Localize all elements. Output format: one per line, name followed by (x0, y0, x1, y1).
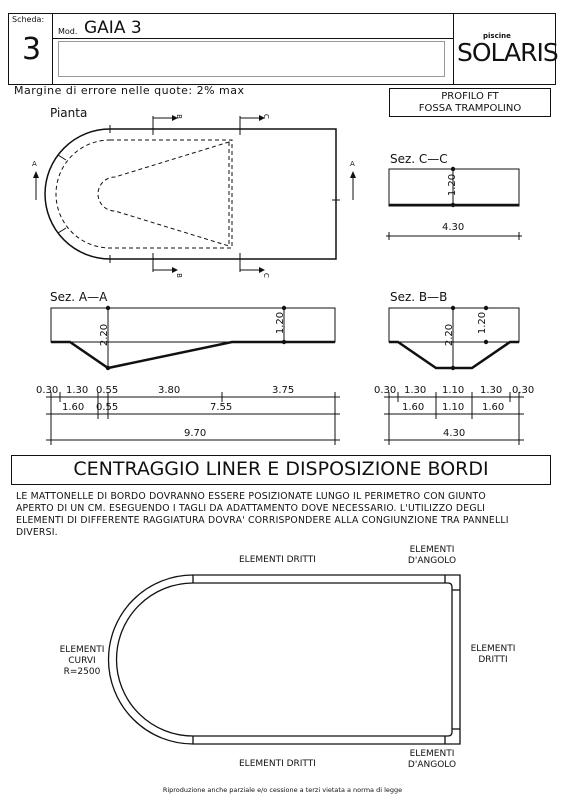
liner-title: CENTRAGGIO LINER E DISPOSIZIONE BORDI (73, 458, 489, 480)
label-straight-right: ELEMENTI DRITTI (470, 644, 516, 665)
plan-inner-step (56, 140, 232, 248)
marker-a-right: A (350, 160, 355, 168)
section-cc-depth: 1.20 (447, 173, 459, 197)
label-curved: ELEMENTI CURVI R=2500 (59, 645, 105, 677)
bb-dim-total: 4.30 (443, 428, 466, 439)
bb-dim-7: 1.10 (442, 402, 465, 413)
marker-a-left: A (32, 160, 37, 168)
aa-dim-1: 0.30 (36, 385, 59, 396)
liner-outer (109, 575, 461, 744)
plan-trampoline-pit (98, 142, 229, 246)
aa-dim-5: 3.75 (272, 385, 295, 396)
label-straight-bottom: ELEMENTI DRITTI (239, 759, 316, 769)
profile-line2: FOSSA TRAMPOLINO (418, 103, 522, 114)
paragraph-line: DIVERSI. (16, 527, 58, 538)
bb-dim-3: 1.10 (442, 385, 465, 396)
paragraph-line: ELEMENTI DI DIFFERENTE RAGGIATURA DOVRA' CORRISPONDERE ALLA CONGIUNZIONE TRA PANNELLI (16, 515, 509, 526)
section-cc-title: Sez. C—C (390, 152, 448, 166)
bb-dim-2: 1.30 (404, 385, 427, 396)
model-name: GAIA 3 (84, 18, 142, 38)
paragraph-line: LE MATTONELLE DI BORDO DOVRANNO ESSERE POSIZIONATE LUNGO IL PERIMETRO CON GIUNTO (16, 491, 486, 502)
mod-label: Mod. (58, 27, 78, 36)
bb-dim-8: 1.60 (482, 402, 505, 413)
scheda-number: 3 (22, 32, 42, 67)
brand-logo: SOLARIS (457, 38, 558, 67)
bb-dim-4: 1.30 (480, 385, 503, 396)
profile-line1: PROFILO FT (441, 91, 499, 102)
marker-b-bottom: B (174, 273, 183, 278)
bb-dim-1: 0.30 (374, 385, 397, 396)
aa-dim-6: 1.60 (62, 402, 85, 413)
aa-dim-3: 0.55 (96, 385, 119, 396)
margin-note: Margine di errore nelle quote: 2% max (14, 84, 245, 97)
marker-c-top: C (261, 114, 270, 119)
aa-dim-7: 0.55 (96, 402, 119, 413)
plan-outline (45, 129, 336, 259)
aa-dim-8: 7.55 (210, 402, 233, 413)
aa-dim-total: 9.70 (184, 428, 207, 439)
label-corner-top: ELEMENTI D'ANGOLO (407, 545, 457, 566)
section-aa-depth-deep: 2.20 (99, 323, 111, 347)
bb-dim-5: 0.30 (512, 385, 535, 396)
liner-inner (117, 583, 453, 736)
aa-dim-2: 1.30 (66, 385, 89, 396)
marker-c-bottom: C (261, 273, 270, 278)
paragraph-line: APERTO DI UN CM. ESEGUENDO I TAGLI DA ADATTAMENTO DOVE NECESSARIO. L'UTILIZZO DEGLI (16, 503, 486, 514)
liner-paragraph (16, 491, 556, 539)
section-bb-depth-shallow: 1.20 (477, 311, 489, 335)
bb-dim-6: 1.60 (402, 402, 425, 413)
section-aa-title: Sez. A—A (50, 290, 108, 304)
section-aa-depth-shallow: 1.20 (275, 311, 287, 335)
section-bb-title: Sez. B—B (390, 290, 448, 304)
scheda-label: Scheda: (12, 15, 45, 24)
marker-b-top: B (174, 114, 183, 119)
brand-small: piscine (483, 32, 511, 40)
section-cc-width: 4.30 (442, 222, 465, 233)
label-straight-top: ELEMENTI DRITTI (239, 555, 316, 565)
footer-note: Riproduzione anche parziale e/o cessione a terzi vietata a norma di legge (162, 786, 403, 794)
pianta-title: Pianta (50, 106, 88, 120)
section-bb-depth-deep: 2.20 (444, 323, 456, 347)
aa-dim-4: 3.80 (158, 385, 181, 396)
label-corner-bottom: ELEMENTI D'ANGOLO (407, 749, 457, 770)
